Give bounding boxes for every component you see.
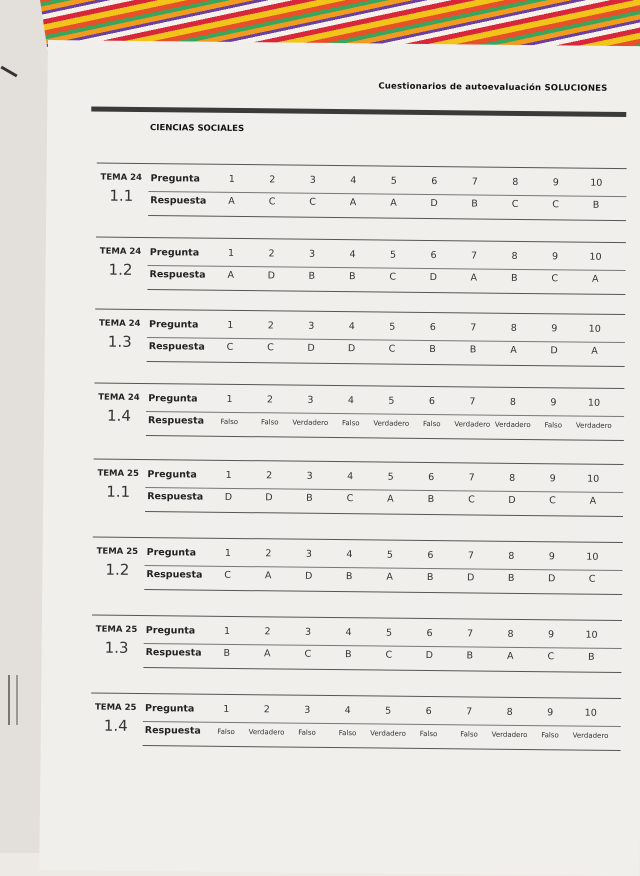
answer-row xyxy=(209,416,614,430)
exercise-number: 1.1 xyxy=(109,186,134,205)
question-number: 10 xyxy=(586,551,599,563)
answer-block xyxy=(93,459,624,525)
answer-value: A xyxy=(228,195,235,207)
question-number: 2 xyxy=(265,548,272,560)
question-number: 9 xyxy=(551,251,559,263)
answer-row xyxy=(208,492,613,507)
exercise-number: 1.3 xyxy=(107,332,132,351)
answer-value: Falso xyxy=(422,419,441,429)
answer-block xyxy=(95,309,626,375)
block-bottom-rule xyxy=(146,435,624,441)
pregunta-label: Pregunta xyxy=(145,625,196,637)
question-number: 9 xyxy=(552,177,559,189)
answer-value: B xyxy=(308,270,316,282)
answer-value: A xyxy=(589,495,597,507)
question-number: 3 xyxy=(308,320,315,332)
answer-value: C xyxy=(511,198,519,210)
answer-row xyxy=(207,570,612,585)
block-top-rule xyxy=(96,237,626,244)
question-number: 1 xyxy=(225,469,232,481)
pregunta-label: Pregunta xyxy=(148,319,199,331)
answer-value: D xyxy=(304,570,313,582)
page-header-title: Cuestionarios de autoevaluación SOLUCIONES xyxy=(378,81,608,94)
question-number-row xyxy=(208,470,613,485)
tema-label: TEMA 25 xyxy=(95,624,138,635)
tema-label: TEMA 24 xyxy=(100,172,143,183)
answer-block xyxy=(91,614,622,680)
question-number: 3 xyxy=(304,704,311,716)
answer-value: D xyxy=(430,198,438,210)
question-number-row xyxy=(211,174,616,189)
answer-row xyxy=(210,342,615,357)
section-title: CIENCIAS SOCIALES xyxy=(150,123,245,135)
answer-value: A xyxy=(470,272,478,284)
exercise-number: 1.2 xyxy=(105,560,130,579)
question-number: 4 xyxy=(348,321,355,333)
question-number: 4 xyxy=(346,549,353,561)
respuesta-label: Respuesta xyxy=(147,491,204,503)
answer-value: Falso xyxy=(544,421,563,430)
question-number: 5 xyxy=(390,175,397,187)
answer-value: Verdadero xyxy=(572,731,609,740)
question-number: 5 xyxy=(387,471,394,483)
block-top-rule xyxy=(94,383,624,390)
tema-label: TEMA 25 xyxy=(96,546,139,557)
respuesta-label: Respuesta xyxy=(144,725,201,737)
question-number: 9 xyxy=(548,551,555,563)
question-number: 2 xyxy=(266,470,273,482)
question-number: 5 xyxy=(389,321,396,333)
question-number: 1 xyxy=(227,319,234,331)
answer-value: C xyxy=(389,271,397,283)
exercise-number: 1.1 xyxy=(106,482,131,501)
answer-value: A xyxy=(591,273,599,285)
answer-value: Verdadero xyxy=(491,730,528,740)
question-number: 3 xyxy=(304,626,312,638)
answer-value: D xyxy=(267,270,276,282)
answer-value: B xyxy=(429,344,436,356)
question-number: 5 xyxy=(386,549,393,561)
question-number: 6 xyxy=(428,396,436,408)
answer-value: C xyxy=(267,342,274,354)
pregunta-label: Pregunta xyxy=(150,173,200,185)
respuesta-label: Respuesta xyxy=(149,269,206,281)
question-number: 10 xyxy=(584,707,597,719)
question-number: 3 xyxy=(306,470,313,482)
question-number: 7 xyxy=(470,322,477,334)
question-number: 2 xyxy=(264,626,271,638)
block-top-rule xyxy=(95,309,625,316)
question-number: 8 xyxy=(512,176,519,188)
question-number: 9 xyxy=(547,629,555,641)
pregunta-label: Pregunta xyxy=(147,469,197,481)
tema-label: TEMA 24 xyxy=(98,318,141,329)
question-number: 4 xyxy=(347,395,355,407)
answer-key-page xyxy=(39,40,640,876)
question-number: 8 xyxy=(509,396,517,408)
answer-value: B xyxy=(348,271,356,283)
block-top-rule xyxy=(94,459,624,466)
answer-value: C xyxy=(549,495,556,507)
answer-value: Verdadero xyxy=(494,420,531,430)
answer-value: B xyxy=(427,494,435,506)
answer-block xyxy=(94,383,625,449)
answer-value: C xyxy=(388,343,396,355)
respuesta-label: Respuesta xyxy=(145,647,202,659)
answer-block xyxy=(92,536,623,602)
question-number: 9 xyxy=(549,473,556,485)
pregunta-label: Pregunta xyxy=(146,547,197,559)
answer-value: B xyxy=(469,344,477,356)
question-number: 7 xyxy=(468,472,475,484)
answer-value: C xyxy=(304,648,312,660)
question-number: 5 xyxy=(385,705,392,717)
answer-block xyxy=(91,692,622,758)
question-number: 9 xyxy=(551,323,558,335)
answer-value: A xyxy=(227,269,235,281)
question-number: 10 xyxy=(588,323,601,335)
question-number-row xyxy=(209,394,614,409)
question-number: 5 xyxy=(385,627,393,639)
question-number: 10 xyxy=(587,397,601,409)
answer-row xyxy=(206,726,611,740)
block-top-rule xyxy=(91,692,621,699)
question-number: 3 xyxy=(305,548,312,560)
answer-value: D xyxy=(508,494,516,506)
question-number: 1 xyxy=(223,703,230,715)
answer-block xyxy=(95,237,626,303)
answer-value: Falso xyxy=(220,417,239,427)
pregunta-label: Pregunta xyxy=(144,703,195,715)
question-number: 4 xyxy=(347,471,354,483)
answer-row xyxy=(210,270,615,285)
question-number: 4 xyxy=(345,627,352,639)
exercise-number: 1.2 xyxy=(108,260,133,279)
question-number: 4 xyxy=(350,175,357,187)
answer-value: D xyxy=(224,491,233,503)
answer-value: Verdadero xyxy=(248,728,285,737)
question-number: 4 xyxy=(344,705,351,717)
answer-value: Falso xyxy=(541,731,559,740)
question-number: 2 xyxy=(267,320,274,332)
answer-value: A xyxy=(387,493,394,505)
answer-value: Verdadero xyxy=(373,419,410,428)
answer-value: Falso xyxy=(419,729,438,739)
question-number: 7 xyxy=(467,550,474,562)
question-number: 2 xyxy=(269,174,276,186)
question-number: 1 xyxy=(223,625,231,637)
answer-value: Falso xyxy=(460,730,478,739)
answer-value: C xyxy=(588,573,596,585)
question-number: 3 xyxy=(308,248,316,260)
question-number: 2 xyxy=(266,394,274,406)
question-number: 6 xyxy=(425,705,432,718)
answer-value: B xyxy=(426,571,434,584)
question-number-row xyxy=(206,704,611,719)
question-number-row xyxy=(208,548,613,563)
answer-value: B xyxy=(306,492,313,504)
answer-value: B xyxy=(587,651,595,663)
exercise-number: 1.3 xyxy=(104,638,129,657)
exercise-number: 1.4 xyxy=(106,406,132,425)
tema-label: TEMA 24 xyxy=(99,246,142,257)
tema-label: TEMA 25 xyxy=(94,702,137,713)
answer-value: C xyxy=(551,273,559,285)
question-number: 2 xyxy=(263,704,270,716)
question-number: 6 xyxy=(431,176,438,188)
answer-value: C xyxy=(468,494,475,506)
block-bottom-rule xyxy=(143,667,621,673)
question-number: 6 xyxy=(430,250,437,262)
question-number: 7 xyxy=(471,176,478,188)
answer-value: A xyxy=(349,197,357,209)
question-number: 10 xyxy=(590,177,603,189)
question-number: 10 xyxy=(587,473,600,485)
answer-value: D xyxy=(307,342,315,354)
block-bottom-rule xyxy=(147,289,625,295)
answer-value: B xyxy=(345,649,352,661)
answer-value: A xyxy=(507,650,514,662)
answer-value: B xyxy=(592,199,600,211)
answer-value: D xyxy=(547,573,556,585)
question-number: 6 xyxy=(427,550,434,562)
question-number: 7 xyxy=(469,396,476,408)
question-number: 9 xyxy=(550,397,557,409)
question-number: 5 xyxy=(388,395,395,407)
question-number: 6 xyxy=(428,472,435,484)
pregunta-label: Pregunta xyxy=(149,247,200,259)
answer-value: C xyxy=(346,493,354,505)
answer-value: Verdadero xyxy=(575,421,612,430)
question-number: 4 xyxy=(349,249,356,261)
question-number: 1 xyxy=(224,547,231,559)
answer-value: B xyxy=(223,647,231,659)
question-number: 6 xyxy=(426,627,433,640)
question-number: 6 xyxy=(429,322,436,334)
answer-value: B xyxy=(471,198,478,210)
answer-value: Falso xyxy=(217,727,235,736)
answer-value: Falso xyxy=(338,729,357,738)
question-number-row xyxy=(207,626,612,641)
answer-value: A xyxy=(510,344,517,356)
answer-value: A xyxy=(591,345,598,357)
block-bottom-rule xyxy=(147,361,625,367)
answer-value: D xyxy=(429,272,437,284)
question-number: 3 xyxy=(307,394,314,406)
question-number: 1 xyxy=(226,393,233,405)
answer-value: Verdadero xyxy=(292,418,329,427)
respuesta-label: Respuesta xyxy=(148,341,205,353)
question-number: 7 xyxy=(466,706,473,718)
answer-value: D xyxy=(347,343,356,355)
question-number-row xyxy=(210,320,615,335)
answer-block xyxy=(96,163,627,229)
block-bottom-rule xyxy=(145,511,623,517)
answer-value: A xyxy=(264,648,271,660)
answer-value: Verdadero xyxy=(454,420,491,429)
question-number: 3 xyxy=(309,174,316,186)
question-number: 10 xyxy=(589,251,602,263)
answer-value: C xyxy=(547,651,555,663)
answer-value: Verdadero xyxy=(370,729,406,738)
answer-value: Falso xyxy=(260,418,279,427)
respuesta-label: Respuesta xyxy=(147,415,205,427)
question-number: 9 xyxy=(547,707,554,719)
answer-value: A xyxy=(264,570,272,582)
header-rule xyxy=(91,106,626,117)
question-number: 8 xyxy=(507,628,514,640)
answer-row xyxy=(207,648,612,663)
answer-value: A xyxy=(386,571,393,583)
respuesta-label: Respuesta xyxy=(150,195,207,207)
tema-label: TEMA 25 xyxy=(97,468,139,479)
block-bottom-rule xyxy=(148,215,626,221)
answer-value: C xyxy=(385,649,393,661)
question-number: 10 xyxy=(585,629,598,641)
answer-value: C xyxy=(268,196,276,208)
answer-value: B xyxy=(345,571,353,583)
block-top-rule xyxy=(92,614,622,621)
answer-value: Falso xyxy=(341,419,360,428)
question-number: 8 xyxy=(506,706,513,718)
block-bottom-rule xyxy=(144,589,622,595)
answer-value: A xyxy=(390,197,397,209)
answer-value: D xyxy=(425,649,434,662)
exercise-number: 1.4 xyxy=(103,716,128,735)
pregunta-label: Pregunta xyxy=(148,393,198,405)
answer-value: D xyxy=(265,492,273,504)
block-top-rule xyxy=(97,163,627,170)
answer-value: B xyxy=(510,272,518,284)
question-number: 1 xyxy=(228,173,235,185)
answer-value: D xyxy=(466,572,475,584)
binding-staple xyxy=(8,675,18,725)
respuesta-label: Respuesta xyxy=(146,569,203,581)
answer-value: C xyxy=(552,199,559,211)
question-number: 5 xyxy=(389,249,397,261)
answer-value: Falso xyxy=(298,728,316,737)
question-number: 8 xyxy=(508,550,515,562)
answer-row xyxy=(211,196,616,211)
tema-label: TEMA 24 xyxy=(98,392,140,403)
question-number: 8 xyxy=(509,472,516,484)
question-number: 1 xyxy=(227,247,235,259)
block-bottom-rule xyxy=(143,745,621,751)
answer-value: C xyxy=(224,569,232,581)
answer-value: D xyxy=(550,345,558,357)
question-number: 8 xyxy=(510,322,517,334)
question-number: 7 xyxy=(470,250,478,262)
answer-value: C xyxy=(309,196,316,208)
question-number: 2 xyxy=(268,248,275,260)
answer-value: C xyxy=(226,341,234,353)
answer-value: B xyxy=(507,572,515,584)
question-number-row xyxy=(211,248,616,263)
question-number: 7 xyxy=(466,628,474,640)
answer-value: B xyxy=(466,650,474,662)
question-number: 8 xyxy=(511,250,518,262)
block-top-rule xyxy=(93,536,623,543)
